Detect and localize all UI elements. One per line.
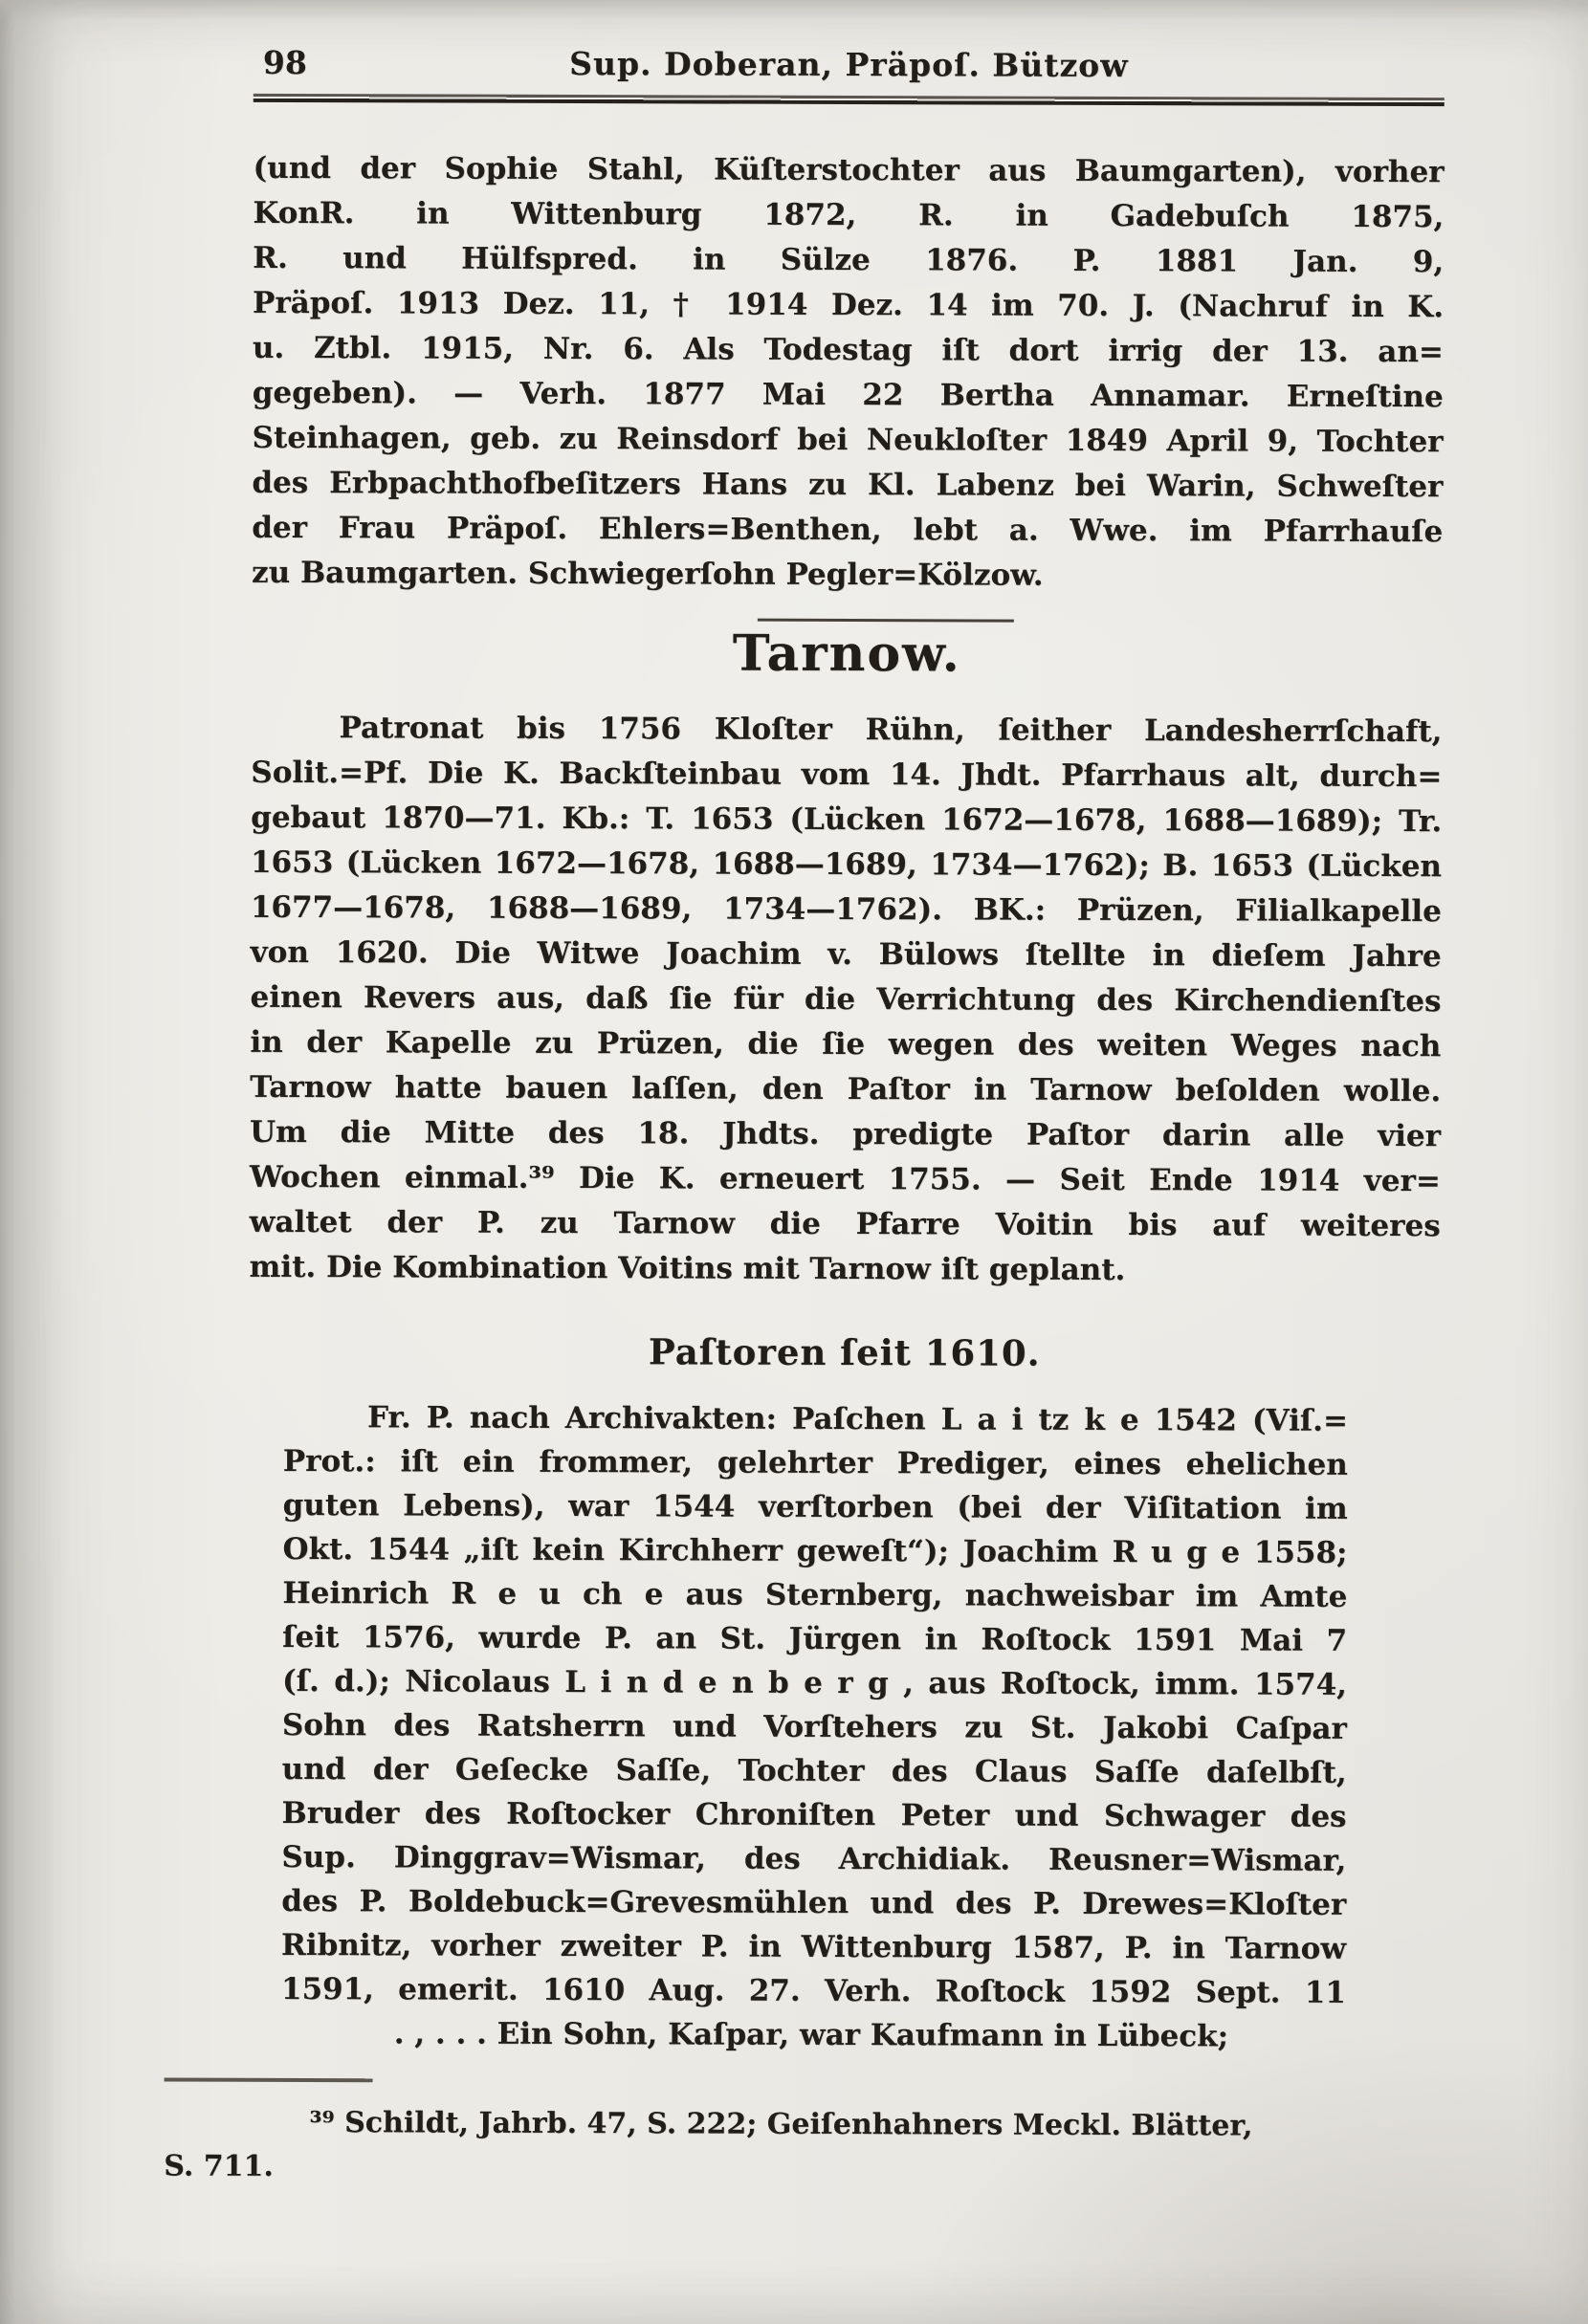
- text-line: waltet der P. zu Tarnow die Pfarre Voitin bis auf weiteres: [249, 1204, 1441, 1244]
- text-line: Solit.=Pf. Die K. Backſteinbau vom 14. Jhdt. Pfarrhaus alt, durch=: [251, 755, 1443, 795]
- text-line: Sohn des Ratsherrn und Vorſtehers zu St. Jakobi Caſpar: [281, 1707, 1347, 1746]
- text-line: Heinrich R e u ch e aus Sternberg, nachweisbar im Amte: [282, 1575, 1348, 1614]
- text-line: Wochen einmal.³⁹ Die K. erneuert 1755. — Seit Ende 1914 ver=: [249, 1159, 1441, 1199]
- footnote-block: [164, 2078, 1437, 2194]
- text-line: von 1620. Die Witwe Joachim v. Bülows ſtellte in dieſem Jahre: [250, 934, 1442, 975]
- section-divider-rule: [757, 619, 1013, 623]
- text-line: Patronat bis 1756 Kloſter Rühn, ſeither Landesherrſchaft,: [339, 711, 1443, 750]
- text-line: 1591, emerit. 1610 Aug. 27. Verh. Roſtock 1592 Sept. 11: [280, 1971, 1346, 2010]
- text-line: u. Ztbl. 1915, Nr. 6. Als Todestag iſt dort irrig der 13. an=: [252, 330, 1444, 370]
- text-line: einen Revers aus, daß ſie für die Verrichtung des Kirchendienſtes: [250, 979, 1442, 1019]
- text-line: Sup. Dinggrav=Wismar, des Archidiak. Reusner=Wismar,: [281, 1839, 1347, 1878]
- text-line: Bruder des Roſtocker Chroniſten Peter und Schwager des: [281, 1795, 1347, 1834]
- text-line: 1653 (Lücken 1672—1678, 1688—1689, 1734—1762); B. 1653 (Lücken: [250, 844, 1443, 885]
- text-line: Tarnow hatte bauen laſſen, den Paſtor in Tarnow beſolden wolle.: [250, 1069, 1442, 1109]
- pastors-paragraph: [281, 1395, 1348, 2059]
- text-line: Okt. 1544 „iſt kein Kirchherr geweſt“); Joachim R u g e 1558;: [282, 1531, 1348, 1570]
- page-content: [164, 43, 1445, 2193]
- pastors-heading: Paſtoren ſeit 1610.: [648, 1330, 1041, 1374]
- section-title-tarnow: Tarnow.: [732, 624, 961, 684]
- text-line: . , . . . Ein Sohn, Kaſpar, war Kaufmann in Lübeck;: [393, 2016, 1229, 2054]
- text-line: des P. Boldebuck=Grevesmühlen und des P. Drewes=Kloſter: [281, 1883, 1347, 1922]
- footnote-text: [164, 2101, 1437, 2194]
- text-line: Prot.: iſt ein frommer, gelehrter Prediger, eines ehelichen: [282, 1443, 1348, 1482]
- text-line: mit. Die Kombination Voitins mit Tarnow iſt geplant.: [249, 1249, 1126, 1288]
- running-header: Sup. Doberan, Präpoſ. Bützow: [569, 44, 1129, 85]
- text-line: gebaut 1870—71. Kb.: T. 1653 (Lücken 1672—1678, 1688—1689); Tr.: [251, 800, 1443, 840]
- text-line: KonR. in Wittenburg 1872, R. in Gadebuſch 1875,: [253, 195, 1445, 235]
- page-number: 98: [262, 43, 307, 82]
- text-line: Ribnitz, vorher zweiter P. in Wittenburg 1587, P. in Tarnow: [281, 1927, 1347, 1966]
- text-line: S. 711.: [164, 2149, 274, 2183]
- text-line: gegeben). — Verh. 1877 Mai 22 Bertha Annamar. Erneſtine: [252, 375, 1444, 415]
- text-line: 1677—1678, 1688—1689, 1734—1762). BK.: Prüzen, Filialkapelle: [250, 889, 1442, 930]
- header-rule: [254, 94, 1445, 106]
- footnote-rule: [165, 2078, 373, 2083]
- text-line: Fr. P. nach Archivakten: Paſchen L a i tz k e 1542 (Viſ.=: [366, 1400, 1349, 1438]
- text-line: (ſ. d.); Nicolaus L i n d e n b e r g , aus Roſtock, imm. 1574,: [281, 1663, 1348, 1702]
- intro-paragraph: [252, 146, 1445, 600]
- text-line: guten Lebens), war 1544 verſtorben (bei der Viſitation im: [282, 1487, 1348, 1526]
- text-line: ſeit 1576, wurde P. an St. Jürgen in Roſtock 1591 Mai 7: [282, 1619, 1348, 1658]
- text-line: (und der Sophie Stahl, Küſterstochter aus Baumgarten), vorher: [253, 150, 1445, 190]
- tarnow-paragraph: [249, 706, 1442, 1294]
- text-line: Steinhagen, geb. zu Reinsdorf bei Neukloſter 1849 April 9, Tochter: [252, 420, 1444, 460]
- page-header: [254, 44, 1445, 86]
- text-line: ³⁹ Schildt, Jahrb. 47, S. 222; Geiſenhahners Meckl. Blätter,: [309, 2106, 1253, 2143]
- text-line: des Erbpachthofbeſitzers Hans zu Kl. Labenz bei Warin, Schweſter: [252, 465, 1444, 505]
- text-line: Präpoſ. 1913 Dez. 11, † 1914 Dez. 14 im 70. J. (Nachruf in K.: [252, 285, 1445, 325]
- text-line: der Frau Präpoſ. Ehlers=Benthen, lebt a. Wwe. im Pfarrhauſe: [252, 510, 1444, 550]
- text-line: in der Kapelle zu Prüzen, die ſie wegen des weiten Weges nach: [250, 1024, 1442, 1064]
- text-line: R. und Hülfspred. in Sülze 1876. P. 1881 Jan. 9,: [253, 240, 1445, 280]
- text-line: Um die Mitte des 18. Jhdts. predigte Paſtor darin alle vier: [249, 1114, 1442, 1154]
- text-line: und der Geſecke Saſſe, Tochter des Claus Saſſe daſelbſt,: [281, 1751, 1347, 1790]
- text-line: zu Baumgarten. Schwiegerſohn Pegler=Kölzow.: [252, 555, 1044, 593]
